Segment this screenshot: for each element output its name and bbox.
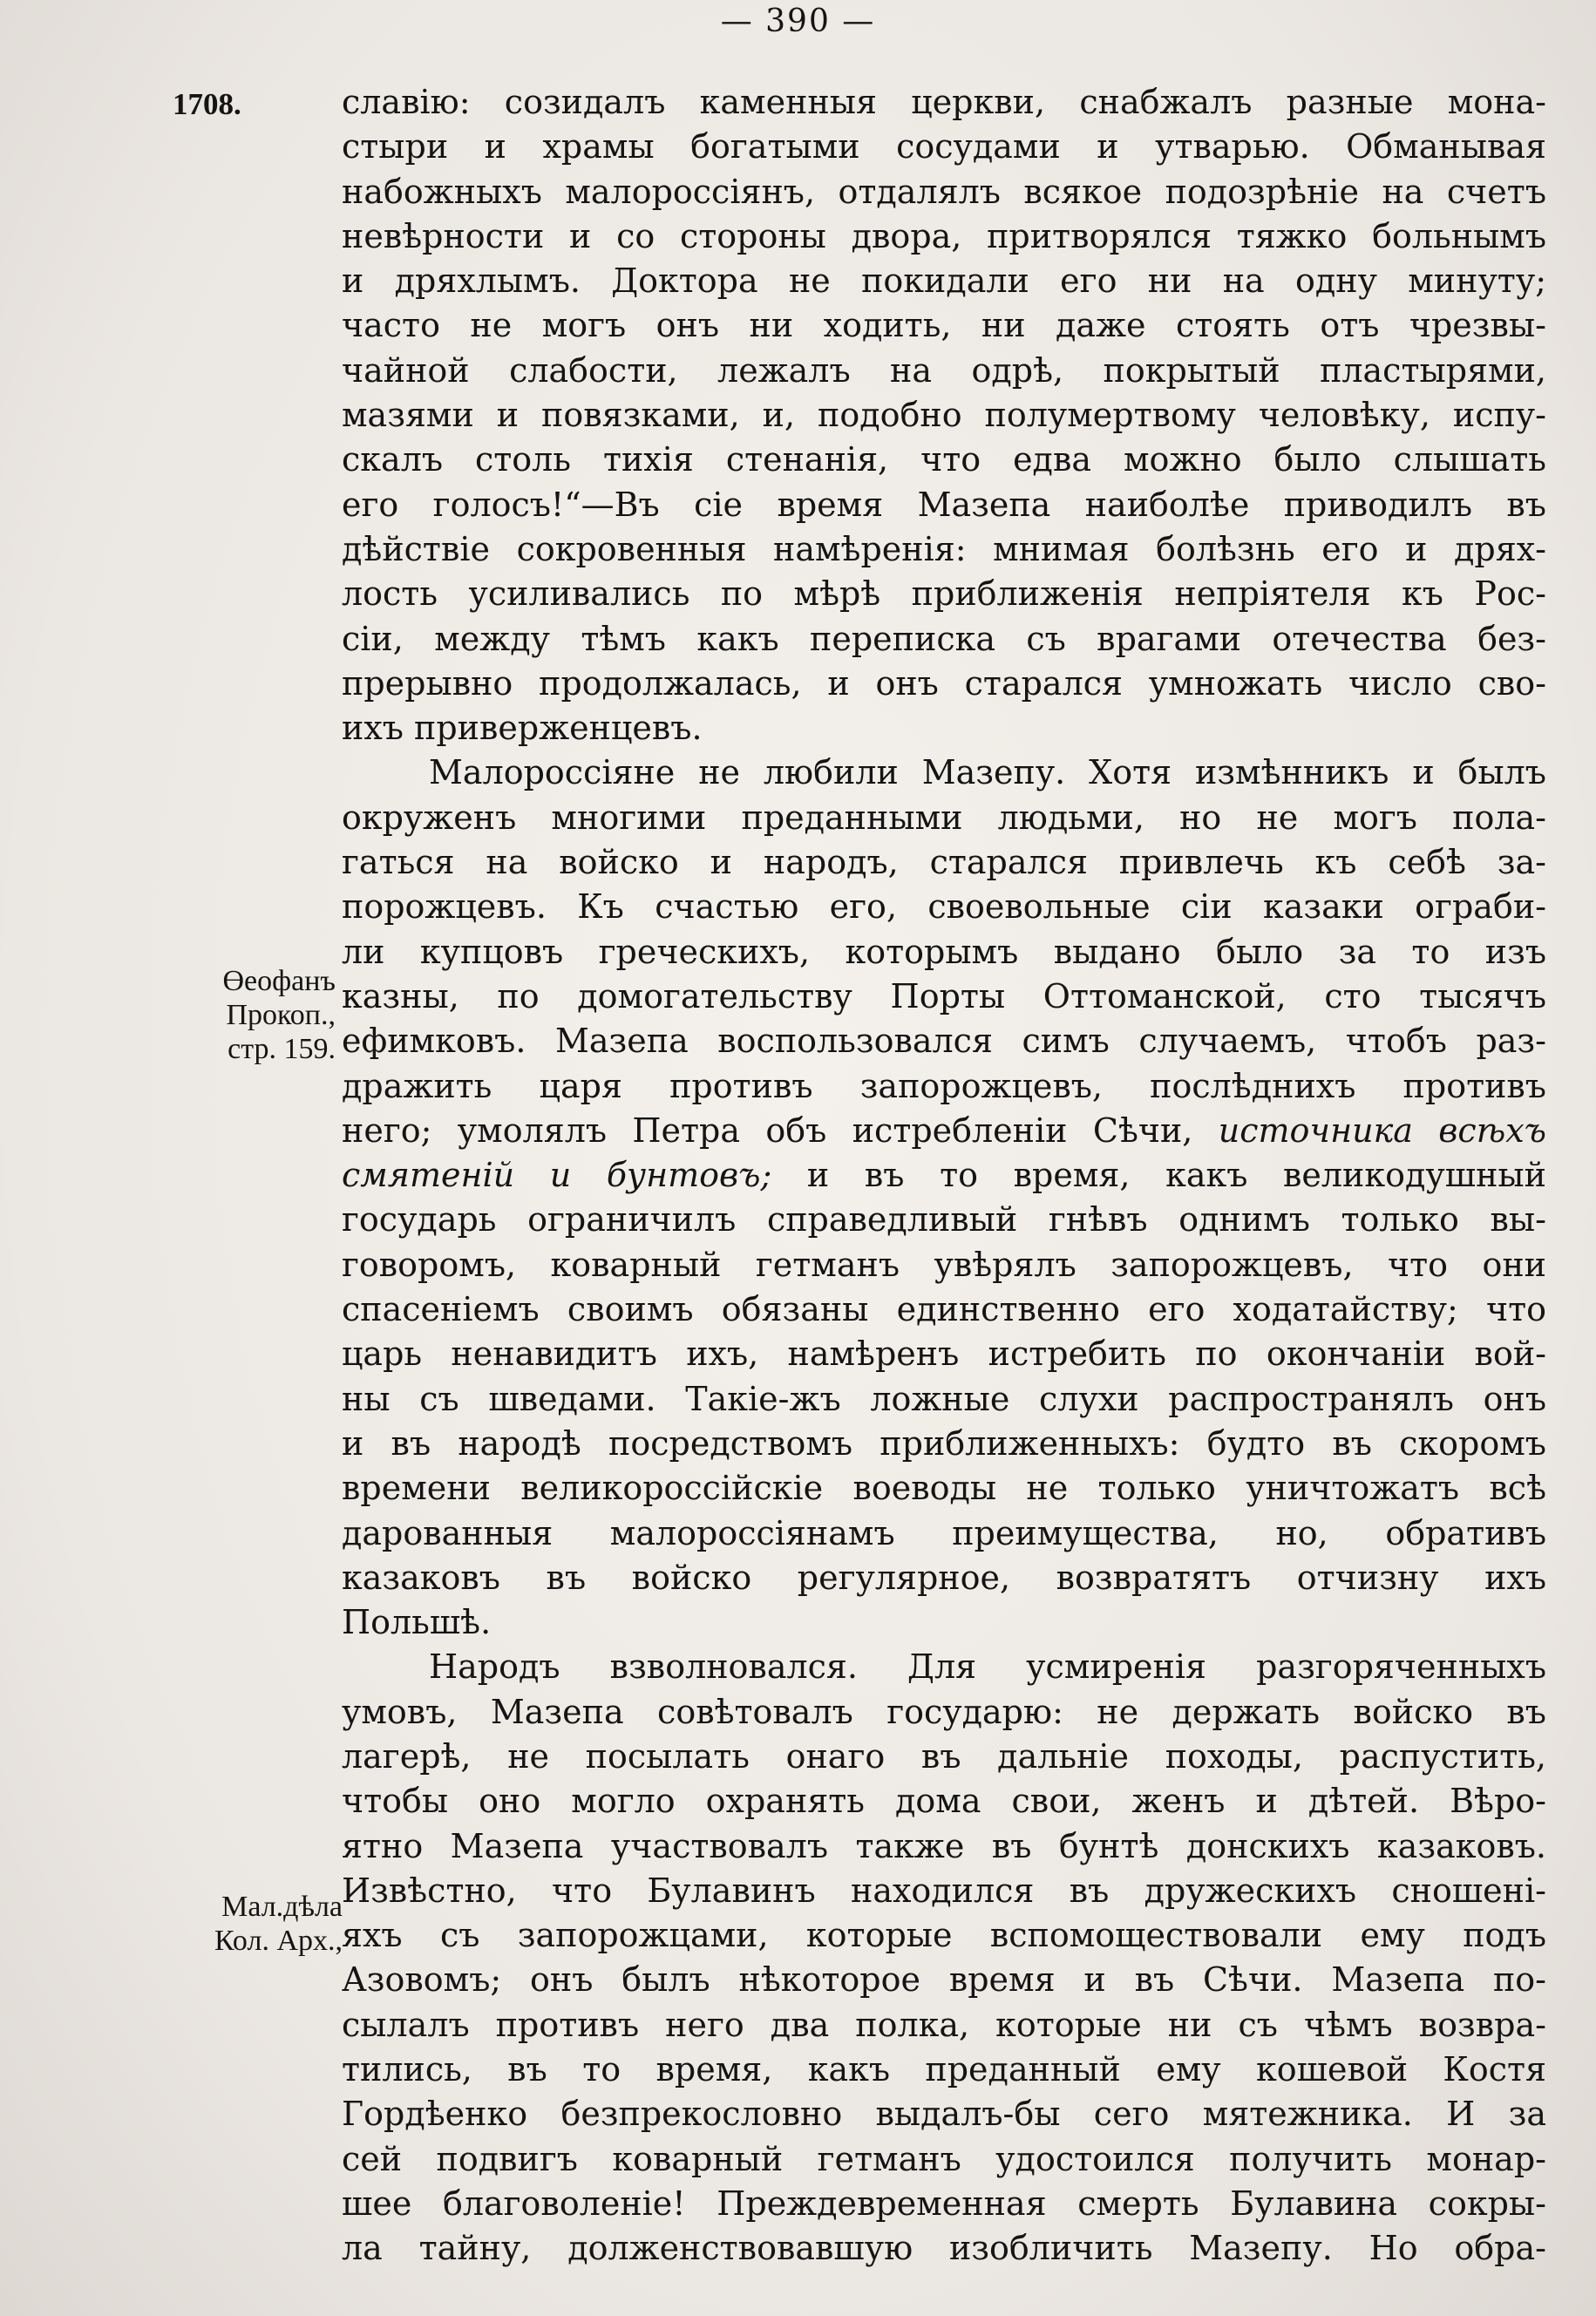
- text-segment: окруженъ многими преданными людьми, но не могъ пола-: [342, 798, 1546, 837]
- page-number: — 390 —: [720, 3, 876, 39]
- text-line: [342, 930, 1546, 975]
- margin-note-theophan: [157, 964, 336, 1066]
- text-line: [342, 885, 1546, 929]
- text-segment: яхъ съ запорожцами, которые вспомоществовали ему подъ: [342, 1916, 1546, 1955]
- text-segment: славію: созидалъ каменныя церкви, снабжалъ разные мона-: [342, 83, 1546, 121]
- text-line: [342, 1556, 1546, 1600]
- text-segment: шее благоволеніе! Преждевременная смерть Булавина сокры-: [342, 2184, 1546, 2223]
- text-line: [342, 393, 1546, 438]
- text-line: [342, 303, 1546, 348]
- text-segment: гаться на войско и народъ, старался привлечь къ себѣ за-: [342, 843, 1546, 882]
- text-line: [342, 2182, 1546, 2226]
- text-line: [342, 1824, 1546, 1869]
- text-line: [342, 2092, 1546, 2136]
- text-segment: говоромъ, коварный гетманъ увѣрялъ запорожцевъ, что они: [342, 1245, 1546, 1284]
- text-line: [342, 2137, 1546, 2182]
- text-line: [342, 1511, 1546, 1556]
- text-segment: государь ограничилъ справедливый гнѣвъ однимъ только вы-: [342, 1200, 1546, 1240]
- text-line: [342, 1109, 1546, 1153]
- text-line: [342, 2003, 1546, 2048]
- text-segment: казны, по домогательству Порты Оттоманской, сто тысячъ: [342, 976, 1546, 1015]
- text-segment: ла тайну, долженствовавшую изобличить Мазепу. Но обра-: [342, 2229, 1546, 2268]
- text-segment: дѣйствіе сокровенныя намѣренія: мнимая болѣзнь его и дрях-: [342, 529, 1546, 568]
- text-line: [342, 349, 1546, 393]
- text-segment: и дряхлымъ. Доктора не покидали его ни на одну минуту;: [342, 261, 1546, 301]
- text-segment: лость усиливались по мѣрѣ приближенія непріятеля къ Рос-: [342, 574, 1546, 614]
- text-segment: Гордѣенко безпрекословно выдалъ-бы сего мятежника. И за: [342, 2095, 1546, 2134]
- text-segment: чтобы оно могло охранять дома свои, женъ и дѣтей. Вѣро-: [342, 1782, 1546, 1821]
- italic-text: смятеній и бунтовъ;: [342, 1156, 772, 1195]
- text-line: [342, 750, 1546, 795]
- text-segment: ихъ приверженцевъ.: [342, 709, 703, 748]
- text-segment: чайной слабости, лежалъ на одрѣ, покрытый пластырями,: [342, 350, 1546, 390]
- margin-note-archive: [177, 1890, 343, 1958]
- margin-note-line: Кол. Арх.,: [214, 1925, 343, 1957]
- text-line: [342, 1287, 1546, 1332]
- text-line: [342, 1422, 1546, 1466]
- text-segment: Польшѣ.: [342, 1603, 492, 1642]
- text-line: [342, 1869, 1546, 1913]
- text-segment: порожцевъ. Къ счастью его, своевольные сіи казаки ограби-: [342, 887, 1546, 927]
- text-segment: ятно Мазепа участвовалъ также въ бунтѣ донскихъ казаковъ.: [342, 1826, 1546, 1865]
- text-segment: ефимковъ. Мазепа воспользовался симъ случаемъ, чтобъ раз-: [342, 1022, 1546, 1061]
- text-line: [342, 662, 1546, 706]
- margin-note-line: Прокоп.,: [226, 999, 336, 1031]
- margin-note-line: Мал.дѣла: [221, 1891, 343, 1923]
- text-line: [342, 1645, 1546, 1689]
- text-line: [342, 214, 1546, 259]
- text-segment: Народъ взволновался. Для усмиренія разгоряченныхъ: [429, 1647, 1546, 1687]
- text-line: [342, 796, 1546, 840]
- text-segment: сей подвигъ коварный гетманъ удостоился получить монар-: [342, 2139, 1546, 2178]
- text-segment: лагерѣ, не посылать онаго въ дальніе походы, распустить,: [342, 1736, 1546, 1776]
- text-segment: него; умолялъ Петра объ истребленіи Сѣчи,: [342, 1110, 1219, 1150]
- text-segment: мазями и повязками, и, подобно полумертвому человѣку, испу-: [342, 396, 1546, 435]
- text-segment: дарованныя малороссіянамъ преимущества, но, обративъ: [342, 1513, 1546, 1552]
- text-line: [342, 1377, 1546, 1422]
- text-segment: казаковъ въ войско регулярное, возвратятъ отчизну ихъ: [342, 1558, 1546, 1597]
- text-line: [342, 975, 1546, 1019]
- text-line: [342, 2048, 1546, 2092]
- text-line: [342, 1019, 1546, 1063]
- text-line: [342, 706, 1546, 750]
- text-segment: тились, въ то время, какъ преданный ему кошевой Костя: [342, 2050, 1546, 2089]
- text-segment: времени великороссійскіе воеводы не только уничтожатъ всѣ: [342, 1469, 1546, 1508]
- text-segment: стыри и храмы богатыми сосудами и утварью. Обманывая: [342, 127, 1546, 166]
- text-segment: дражить царя противъ запорожцевъ, послѣднихъ противъ: [342, 1066, 1546, 1105]
- text-line: [342, 1913, 1546, 1958]
- text-segment: сіи, между тѣмъ какъ переписка съ врагами отечества без-: [342, 619, 1546, 658]
- text-segment: сылалъ противъ него два полка, которые ни съ чѣмъ возвра-: [342, 2005, 1546, 2044]
- text-segment: спасеніемъ своимъ обязаны единственно его ходатайству; что: [342, 1290, 1546, 1329]
- text-line: [342, 259, 1546, 303]
- margin-year: 1708.: [173, 87, 241, 121]
- text-line: [342, 1332, 1546, 1376]
- text-line: [342, 80, 1546, 125]
- text-line: [342, 1064, 1546, 1109]
- text-line: [342, 1600, 1546, 1645]
- text-segment: Малороссіяне не любили Мазепу. Хотя измѣнникъ и былъ: [429, 753, 1546, 792]
- text-line: [342, 1243, 1546, 1287]
- text-segment: царь ненавидитъ ихъ, намѣренъ истребить по окончаніи вой-: [342, 1335, 1546, 1374]
- text-line: [342, 572, 1546, 616]
- text-line: [342, 1735, 1546, 1779]
- text-segment: умовъ, Мазепа совѣтовалъ государю: не держать войско въ: [342, 1692, 1546, 1731]
- body-text: [342, 80, 1546, 2272]
- margin-note-line: Өеофанъ: [222, 965, 336, 997]
- text-line: [342, 125, 1546, 169]
- text-segment: ли купцовъ греческихъ, которымъ выдано было за то изъ: [342, 932, 1546, 971]
- text-line: [342, 1153, 1546, 1198]
- text-segment: прерывно продолжалась, и онъ старался умножать число сво-: [342, 663, 1546, 703]
- text-segment: скалъ столь тихія стенанія, что едва можно было слышать: [342, 440, 1546, 479]
- text-line: [342, 170, 1546, 214]
- margin-note-line: стр. 159.: [228, 1033, 336, 1065]
- text-segment: набожныхъ малороссіянъ, отдалялъ всякое подозрѣніе на счетъ: [342, 172, 1546, 211]
- italic-text: источника всѣхъ: [1218, 1110, 1546, 1150]
- text-line: [342, 617, 1546, 662]
- text-segment: часто не могъ онъ ни ходить, ни даже стоять отъ чрезвы-: [342, 306, 1546, 345]
- text-segment: невѣрности и со стороны двора, притворялся тяжко больнымъ: [342, 216, 1546, 255]
- text-segment: Извѣстно, что Булавинъ находился въ дружескихъ сношені-: [342, 1871, 1546, 1910]
- text-line: [342, 1466, 1546, 1511]
- text-segment: и въ народѣ посредствомъ приближенныхъ: будто въ скоромъ: [342, 1423, 1546, 1463]
- text-line: [342, 1779, 1546, 1824]
- text-segment: его голосъ!“—Въ сіе время Мазепа наиболѣе приводилъ въ: [342, 485, 1546, 524]
- text-line: [342, 840, 1546, 885]
- text-line: [342, 527, 1546, 572]
- text-segment: и въ то время, какъ великодушный: [771, 1156, 1546, 1195]
- text-line: [342, 2226, 1546, 2271]
- text-segment: Азовомъ; онъ былъ нѣкоторое время и въ Сѣчи. Мазепа по-: [342, 1960, 1546, 2000]
- text-line: [342, 438, 1546, 482]
- text-line: [342, 1198, 1546, 1242]
- text-segment: ны съ шведами. Такіе-жъ ложные слухи распространялъ онъ: [342, 1379, 1546, 1418]
- text-line: [342, 1690, 1546, 1735]
- text-line: [342, 1958, 1546, 2002]
- text-line: [342, 483, 1546, 527]
